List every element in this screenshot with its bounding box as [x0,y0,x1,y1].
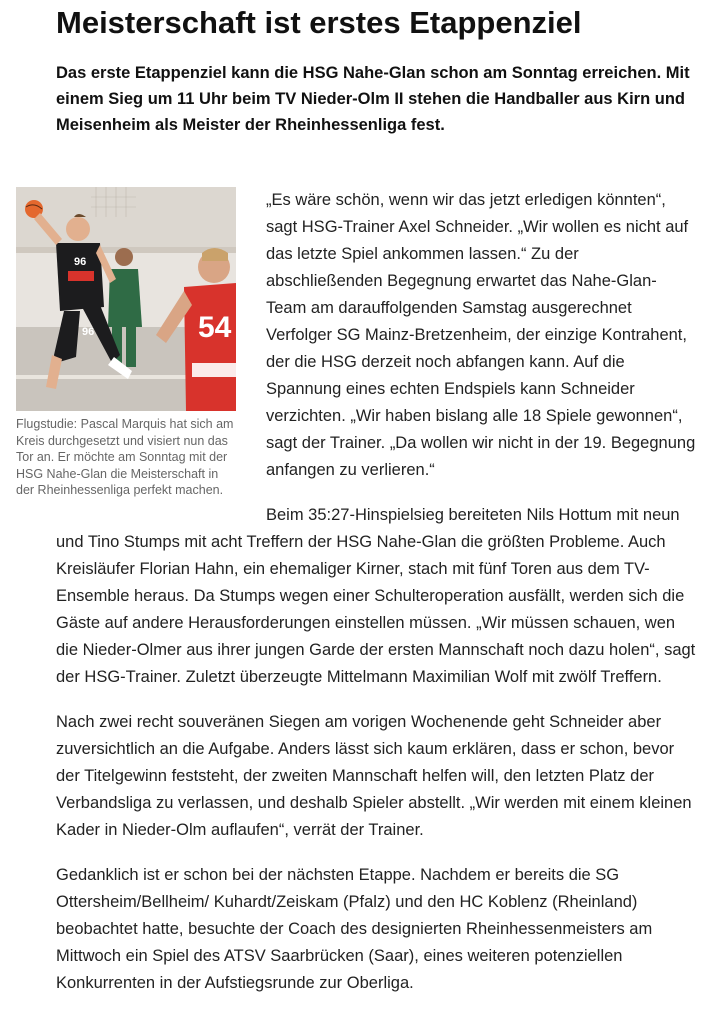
article-body [16,187,696,997]
photo-caption: Flugstudie: Pascal Marquis hat sich am Kreis durchgesetzt und visiert nun das Tor an. Er möchte am Sonntag mit der HSG Nahe-Glan die Meisterschaft in der Rheinhessenliga perfekt machen. [16,417,234,497]
article-figure [16,187,236,499]
article [16,0,696,1015]
article-headline: Meisterschaft ist erstes Etappenziel [56,5,582,40]
jersey-number-shorts: 96 [82,326,95,338]
article-paragraph-3: Nach zwei recht souveränen Siegen am vorigen Wochenende geht Schneider aber zuversichtlich an die Aufgabe. Anders lässt sich kaum erklären, dass er schon, bevor der Titelgewinn feststeht, der zweiten Mannschaft helfen will, den letzten Platz der Verbandsliga zu verlassen, und deshalb Spieler abstellt. „Wir werden mit einem kleinen Kader in Nieder-Olm auflaufen“, verrät der Trainer. [56,713,692,839]
jersey-number-front: 96 [74,256,87,268]
handball-photo[interactable] [16,187,236,411]
article-lead: Das erste Etappenziel kann die HSG Nahe-Glan schon am Sonntag erreichen. Mit einem Sieg um 11 Uhr beim TV Nieder-Olm II stehen die Handballer aus Kirn und Meisenheim als Meister der Rheinhessenliga fest. [56,64,690,134]
jersey-number-back: 54 [198,311,232,344]
article-paragraph-4: Gedanklich ist er schon bei der nächsten Etappe. Nachdem er bereits die SG Ottersheim/Bellheim/ Kuhardt/Zeiskam (Pfalz) und den HC Koblenz (Rheinland) beobachtet hatte, besuchte der Coach des designierten Rheinhessenmeisters am Mittwoch ein Spiel des ATSV Saarbrücken (Saar), eines weiteren potenziellen Konkurrenten in der Aufstiegsrunde zur Oberliga. [56,866,653,992]
article-paragraph-1: „Es wäre schön, wenn wir das jetzt erledigen könnten“, sagt HSG-Trainer Axel Schneider. „Wir wollen es nicht auf das letzte Spiel ankommen lassen.“ Zu der abschließenden Begegnung erwartet das Nahe-Glan-Team am darauffolgenden Samstag ausgerechnet Verfolger SG Mainz-Bretzenheim, der einzige Kontrahent, der die HSG derzeit noch abfangen kann. Auf die Spannung eines echten Endspiels kann Schneider verzichten. „Wir haben bislang alle 18 Spiele gewonnen“, sagt der Trainer. „Da wollen wir nicht in der 19. Begegnung anfangen zu verlieren.“ [266,191,696,479]
article-paragraph-2: Beim 35:27-Hinspielsieg bereiteten Nils Hottum mit neun und Tino Stumps mit acht Treffern der HSG Nahe-Glan die größten Probleme. Auch Kreisläufer Florian Hahn, ein ehemaliger Kirner, stach mit fünf Toren aus dem TV-Ensemble heraus. Da Stumps wegen einer Schulteroperation ausfällt, werden sich die Gäste auf andere Herausforderungen einstellen müssen. „Wir müssen schauen, wen die Nieder-Olmer aus ihrer jungen Garde der ersten Mannschaft noch dazu holen“, sagt der HSG-Trainer. Zuletzt überzeugte Mittelmann Maximilian Wolf mit zwölf Treffern. [56,506,696,686]
